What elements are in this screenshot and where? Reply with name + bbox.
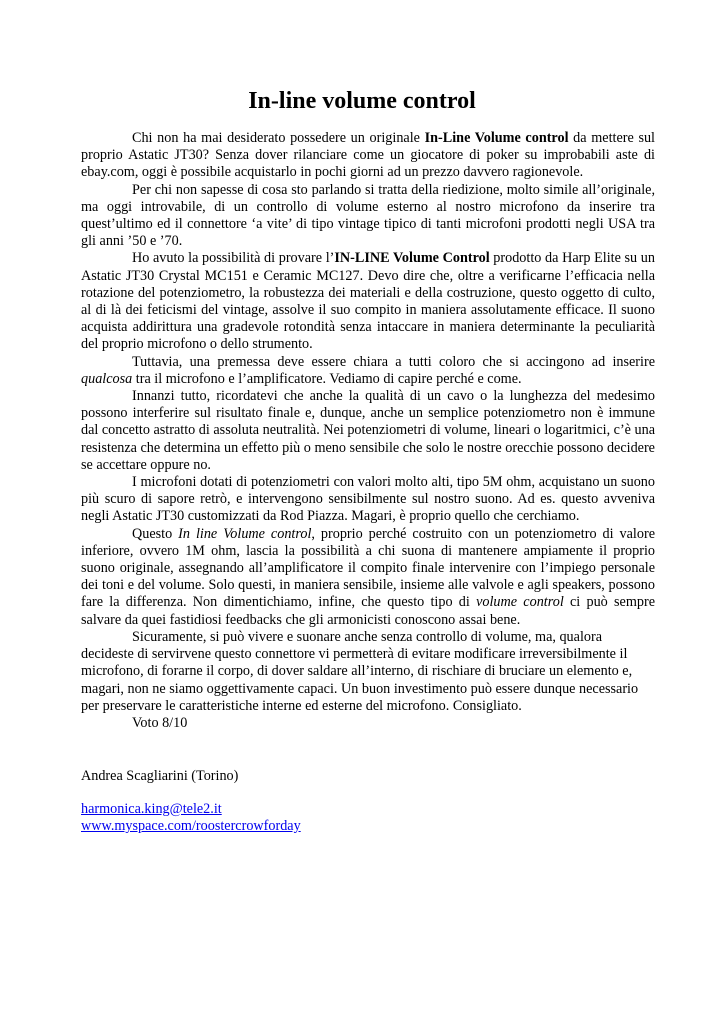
paragraph-text: ci può sempre salvare da quei fastidiosi feedbacks che gli armonicisti conoscono assai bene. (81, 594, 655, 628)
paragraph-text: Per chi non sapesse di cosa sto parlando si tratta della riedizione, molto simile all’originale, ma oggi introvabile, di un controllo di volume esterno al nostro microfono da inserire tra quest’ultimo ed il connettore ‘a vite’ di tipo vintage tipico di tanti microfoni prodotti negli USA tra gli anni ’50 e ’70. (81, 181, 655, 250)
paragraph-5 (81, 388, 655, 474)
product-name-bold: In-Line Volume control (424, 130, 569, 146)
paragraph-8 (81, 629, 655, 715)
paragraph-1 (81, 130, 655, 182)
email-link[interactable]: harmonica.king@tele2.it (81, 801, 222, 817)
paragraph-2 (81, 182, 655, 251)
paragraph-7 (81, 526, 655, 629)
paragraph-3 (81, 250, 655, 353)
paragraph-text: da mettere sul proprio Astatic JT30? Senza dover rilanciare come un giocatore di poker su improbabili aste di ebay.com, oggi è possibile acquistarlo in pochi giorni ad un prezzo davvero ragionevole. (81, 130, 655, 181)
author-signature: Andrea Scagliarini (Torino) (81, 768, 239, 784)
contact-links (81, 801, 301, 835)
emphasis-italic: qualcosa (81, 370, 133, 387)
paragraph-text: Ho avuto la possibilità di provare l’ (132, 250, 335, 267)
page-title: In-line volume control (248, 88, 476, 114)
paragraph-text: Questo (132, 525, 179, 542)
paragraph-text: prodotto da Harp Elite su un Astatic JT30 Crystal MC151 e Ceramic MC127. Devo dire che, oltre a verificarne l’efficacia nella rotazione del potenziometro, la robustezza dei materiali e della costruzione, questo oggetto di culto, al di là dei feticismi del vintage, assolve il suo compito in maniera assolutamente efficace. Il suono acquista addirittura una gradevole rotondità senza intaccare in maniera determinante la peculiarità del proprio microfono o dello strumento. (81, 250, 655, 353)
product-name-bold: IN-LINE Volume Control (334, 250, 490, 267)
emphasis-italic: In line Volume control (178, 525, 312, 542)
paragraph-text: Tuttavia, una premessa deve essere chiara a tutti coloro che si accingono ad inserire (132, 353, 655, 370)
paragraph-4 (81, 354, 655, 388)
paragraph-text: , proprio perché costruito con un potenziometro di valore inferiore, ovvero 1M ohm, lascia la possibilità a chi suona di mantenere ampiamente il proprio suono originale, assegnando all’amplificatore il compito finale intervenire con l’impiego personale dei toni e del volume. Solo questi, in maniera sensibile, insieme alle valvole e agli speakers, possono fare la differenza. Non dimentichiamo, infine, che questo tipo di (81, 525, 655, 611)
article-body (81, 130, 655, 732)
paragraph-text: tra il microfono e l’amplificatore. Vediamo di capire perché e come. (132, 370, 522, 387)
rating-line: Voto 8/10 (132, 714, 188, 731)
paragraph-text: Innanzi tutto, ricordatevi che anche la qualità di un cavo o la lunghezza del medesimo possono interferire sul risultato finale e, dunque, anche un semplice potenziometro non è immune dal concetto astratto di assoluta neutralità. Nei potenziometri di volume, lineari o logaritmici, c’è una resistenza che determina un effetto più o meno sensibile che solo le nostre orecchie possono decidere se accettare oppure no. (81, 388, 656, 473)
paragraph-text: Chi non ha mai desiderato possedere un originale (132, 130, 425, 146)
paragraph-text: I microfoni dotati di potenziometri con valori molto alti, tipo 5M ohm, acquistano un suono più scuro di sapore retrò, e intervengono sensibilmente sul nostro suono. Ad es. questo avveniva negli Astatic JT30 customizzati da Rod Piazza. Magari, è proprio quello che cerchiamo. (81, 474, 655, 525)
paragraph-6 (81, 474, 655, 526)
emphasis-italic: volume control (476, 594, 564, 611)
paragraph-text: Sicuramente, si può vivere e suonare anche senza controllo di volume, ma, qualora decideste di servirvene questo connettore vi permetterà di evitare modificare irreversibilmente il microfono, di forarne il corpo, di dover saldare all’interno, di rischiare di bruciare un elemento e, magari, non ne siamo oggettivamente capaci. Un buon investimento può essere dunque necessario per preservare le caratteristiche interne ed esterne del microfono. Consigliato. (81, 628, 639, 714)
website-link[interactable]: www.myspace.com/roostercrowforday (81, 818, 301, 834)
